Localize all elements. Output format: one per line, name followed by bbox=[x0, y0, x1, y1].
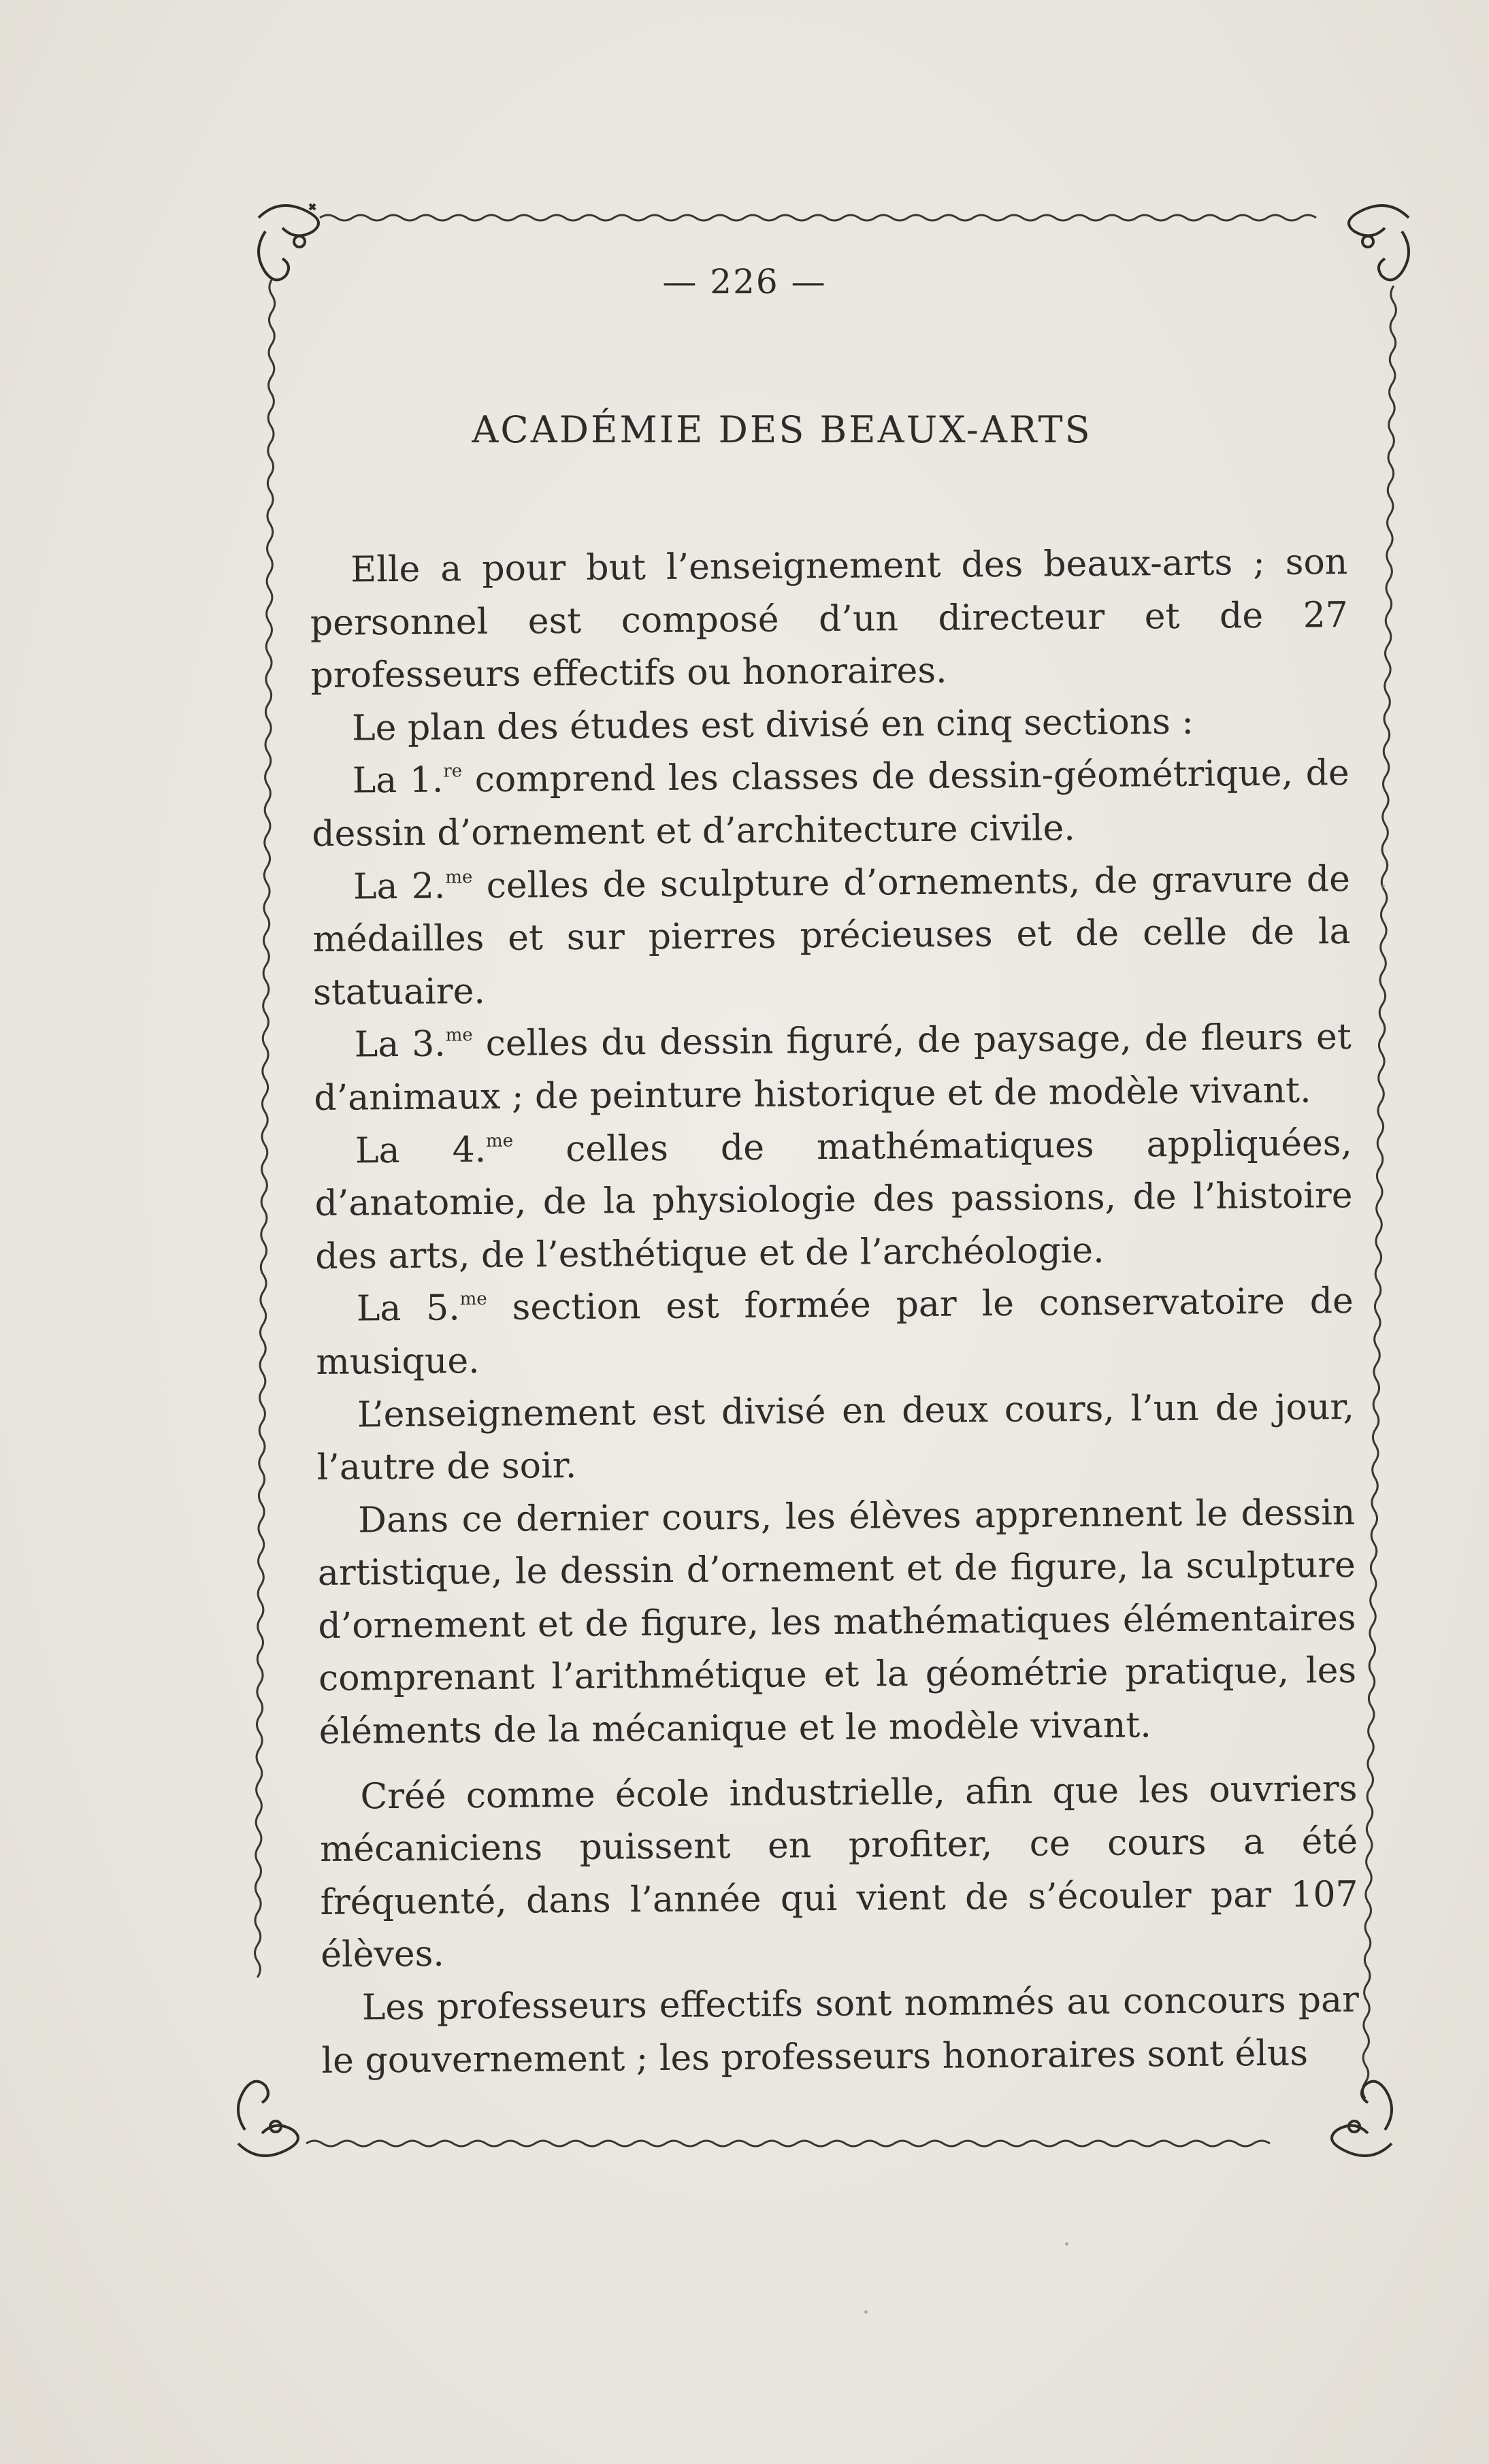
corner-flourish-bottom-right bbox=[1332, 2082, 1392, 2156]
paragraph: La 1.$^{re}$ comprend les classes de dessin-géométrique, de dessin d’ornement et d’architecture civile. bbox=[312, 753, 1349, 855]
paragraph: Le plan des études est divisé en cinq sections : bbox=[351, 701, 1194, 749]
bottom-rule bbox=[306, 2141, 1270, 2146]
paragraph: Elle a pour but l’enseignement des beaux-arts ; son personnel est composé d’un directeur et de 27 professeurs effectifs ou honoraires. bbox=[310, 542, 1349, 697]
paragraph: Dans ce dernier cours, les élèves apprennent le dessin artistique, le dessin d’ornement et de figure, la sculpture d’ornement et de figure, les mathématiques élémentaires comprenant l’arithmétique et la géométrie pratique, les éléments de la mécanique et le modèle vivant. bbox=[317, 1492, 1357, 1753]
paragraph: La 2.$^{me}$ celles de sculpture d’ornements, de gravure de médailles et sur pierres précieuses et de celle de la statuaire. bbox=[312, 858, 1351, 1013]
paragraph: La 4.$^{me}$ celles de mathématiques appliquées, d’anatomie, de la physiologie des passions, de l’histoire des arts, de l’esthétique et de l’archéologie. bbox=[314, 1122, 1353, 1277]
paragraph: L’enseignement est divisé en deux cours, l’un de jour, l’autre de soir. bbox=[316, 1386, 1355, 1489]
paragraph: La 5.$^{me}$ section est formée par le conservatoire de musique. bbox=[316, 1281, 1354, 1383]
corner-flourish-bottom-left bbox=[238, 2082, 298, 2156]
section-title: ACADÉMIE DES BEAUX-ARTS bbox=[472, 408, 1092, 451]
paper-speck bbox=[1381, 885, 1385, 888]
paper-speck bbox=[1065, 2242, 1068, 2246]
paragraph: Créé comme école industrielle, afin que les ouvriers mécaniciens puissent en profiter, ce cours a été fréquenté, dans l’année qui vient de s’écouler par 107 élèves. bbox=[319, 1768, 1358, 1976]
top-rule bbox=[320, 215, 1316, 220]
left-rule bbox=[255, 279, 275, 1977]
right-rule bbox=[1362, 286, 1396, 2099]
paper-speck bbox=[864, 2310, 868, 2314]
paragraph: La 3.$^{me}$ celles du dessin figuré, de paysage, de fleurs et d’animaux ; de peinture historique et de modèle vivant. bbox=[314, 1017, 1352, 1119]
body-text bbox=[310, 536, 1360, 2088]
paragraph: Les professeurs effectifs sont nommés au concours par le gouvernement ; les professeurs honoraires sont élus bbox=[321, 1979, 1360, 2082]
page-number: — 226 — bbox=[662, 262, 827, 301]
